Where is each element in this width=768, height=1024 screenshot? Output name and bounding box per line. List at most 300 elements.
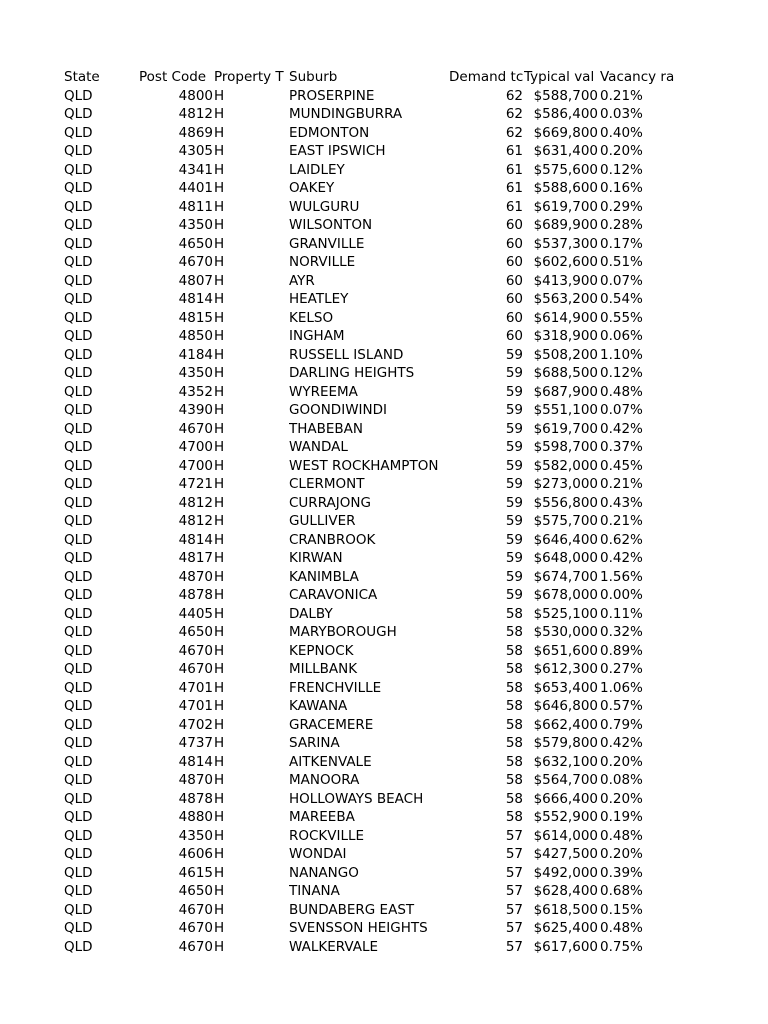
cell-post-code: 4817	[178, 550, 213, 566]
cell-suburb: PROSERPINE	[289, 87, 375, 104]
cell-demand: 59	[505, 476, 523, 492]
cell-post-code: 4812	[178, 494, 213, 511]
cell-demand: 59	[505, 568, 523, 585]
cell-demand: 58	[505, 753, 523, 770]
cell-demand: 60	[505, 235, 523, 252]
cell-state: QLD	[64, 846, 93, 862]
cell-vacancy-rate: 0.42%	[600, 550, 643, 566]
cell-typical-value: $575,700	[533, 513, 598, 529]
cell-demand: 59	[505, 383, 523, 400]
cell-suburb: EDMONTON	[289, 124, 370, 141]
cell-suburb: GOONDIWINDI	[289, 402, 387, 418]
cell-demand: 59	[505, 494, 523, 511]
cell-vacancy-rate: 0.12%	[600, 365, 643, 381]
cell-property-type: H	[214, 698, 225, 714]
cell-suburb: HEATLEY	[289, 291, 349, 307]
cell-state: QLD	[64, 679, 93, 696]
cell-suburb: CARAVONICA	[289, 587, 378, 603]
cell-state: QLD	[64, 605, 93, 622]
cell-demand: 58	[505, 661, 523, 677]
cell-vacancy-rate: 0.62%	[600, 531, 643, 548]
cell-demand: 59	[505, 550, 523, 566]
cell-post-code: 4812	[178, 106, 213, 122]
cell-typical-value: $687,900	[533, 383, 598, 400]
cell-vacancy-rate: 0.28%	[600, 217, 643, 233]
cell-property-type: H	[214, 383, 225, 400]
cell-demand: 62	[505, 124, 523, 141]
cell-post-code: 4670	[178, 661, 213, 677]
header-property-type: Property T	[214, 69, 284, 85]
cell-vacancy-rate: 0.32%	[600, 624, 643, 640]
cell-property-type: H	[214, 420, 225, 437]
cell-suburb: KEPNOCK	[289, 642, 354, 659]
cell-post-code: 4701	[178, 698, 213, 714]
cell-typical-value: $537,300	[533, 235, 598, 252]
cell-property-type: H	[214, 920, 225, 936]
cell-demand: 62	[505, 87, 523, 104]
cell-typical-value: $612,300	[533, 661, 598, 677]
cell-vacancy-rate: 0.37%	[600, 439, 643, 455]
cell-property-type: H	[214, 513, 225, 529]
cell-vacancy-rate: 0.45%	[600, 457, 643, 474]
cell-typical-value: $563,200	[533, 291, 598, 307]
cell-suburb: WONDAI	[289, 846, 347, 862]
cell-post-code: 4870	[178, 772, 213, 788]
cell-property-type: H	[214, 772, 225, 788]
cell-demand: 60	[505, 272, 523, 289]
cell-demand: 59	[505, 439, 523, 455]
cell-suburb: INGHAM	[289, 328, 345, 344]
cell-demand: 59	[505, 346, 523, 363]
cell-vacancy-rate: 0.21%	[600, 87, 643, 104]
cell-typical-value: $689,900	[533, 217, 598, 233]
cell-suburb: WEST ROCKHAMPTON	[289, 457, 439, 474]
cell-vacancy-rate: 0.11%	[600, 605, 643, 622]
cell-typical-value: $688,500	[533, 365, 598, 381]
cell-post-code: 4737	[178, 735, 213, 751]
cell-post-code: 4405	[178, 605, 213, 622]
cell-suburb: LAIDLEY	[289, 161, 345, 178]
cell-demand: 60	[505, 309, 523, 326]
cell-demand: 59	[505, 531, 523, 548]
cell-state: QLD	[64, 365, 93, 381]
cell-state: QLD	[64, 661, 93, 677]
cell-state: QLD	[64, 217, 93, 233]
cell-suburb: HOLLOWAYS BEACH	[289, 790, 424, 807]
cell-typical-value: $530,000	[533, 624, 598, 640]
cell-suburb: MANOORA	[289, 772, 360, 788]
cell-typical-value: $653,400	[533, 679, 598, 696]
cell-state: QLD	[64, 642, 93, 659]
cell-suburb: SVENSSON HEIGHTS	[289, 920, 428, 936]
cell-vacancy-rate: 0.07%	[600, 402, 643, 418]
cell-post-code: 4670	[178, 901, 213, 918]
cell-typical-value: $628,400	[533, 883, 598, 899]
cell-post-code: 4702	[178, 716, 213, 733]
cell-post-code: 4878	[178, 587, 213, 603]
cell-post-code: 4880	[178, 809, 213, 825]
cell-post-code: 4350	[178, 365, 213, 381]
cell-suburb: GRANVILLE	[289, 235, 365, 252]
cell-property-type: H	[214, 254, 225, 270]
cell-suburb: TINANA	[289, 883, 340, 899]
cell-typical-value: $413,900	[533, 272, 598, 289]
cell-state: QLD	[64, 328, 93, 344]
cell-state: QLD	[64, 161, 93, 178]
cell-post-code: 4305	[178, 143, 213, 159]
cell-suburb: CLERMONT	[289, 476, 365, 492]
cell-suburb: EAST IPSWICH	[289, 143, 386, 159]
cell-post-code: 4390	[178, 402, 213, 418]
cell-suburb: GRACEMERE	[289, 716, 374, 733]
cell-suburb: RUSSELL ISLAND	[289, 346, 404, 363]
cell-typical-value: $508,200	[533, 346, 598, 363]
cell-demand: 58	[505, 790, 523, 807]
cell-vacancy-rate: 0.29%	[600, 198, 643, 215]
cell-state: QLD	[64, 272, 93, 289]
cell-post-code: 4815	[178, 309, 213, 326]
cell-demand: 61	[505, 180, 523, 196]
cell-typical-value: $625,400	[533, 920, 598, 936]
cell-typical-value: $579,800	[533, 735, 598, 751]
cell-property-type: H	[214, 180, 225, 196]
cell-post-code: 4721	[178, 476, 213, 492]
cell-suburb: SARINA	[289, 735, 340, 751]
cell-typical-value: $678,000	[533, 587, 598, 603]
cell-property-type: H	[214, 679, 225, 696]
cell-typical-value: $575,600	[533, 161, 598, 178]
cell-state: QLD	[64, 143, 93, 159]
cell-post-code: 4615	[178, 864, 213, 881]
cell-property-type: H	[214, 753, 225, 770]
cell-typical-value: $318,900	[533, 328, 598, 344]
cell-property-type: H	[214, 272, 225, 289]
cell-demand: 60	[505, 328, 523, 344]
cell-property-type: H	[214, 309, 225, 326]
cell-state: QLD	[64, 772, 93, 788]
cell-demand: 57	[505, 846, 523, 862]
cell-property-type: H	[214, 864, 225, 881]
cell-property-type: H	[214, 624, 225, 640]
cell-property-type: H	[214, 605, 225, 622]
cell-post-code: 4869	[178, 124, 213, 141]
cell-post-code: 4401	[178, 180, 213, 196]
cell-typical-value: $564,700	[533, 772, 598, 788]
cell-vacancy-rate: 0.40%	[600, 124, 643, 141]
cell-state: QLD	[64, 568, 93, 585]
cell-state: QLD	[64, 587, 93, 603]
cell-post-code: 4814	[178, 531, 213, 548]
cell-state: QLD	[64, 420, 93, 437]
cell-typical-value: $662,400	[533, 716, 598, 733]
cell-vacancy-rate: 0.20%	[600, 790, 643, 807]
cell-vacancy-rate: 0.21%	[600, 476, 643, 492]
cell-property-type: H	[214, 402, 225, 418]
cell-property-type: H	[214, 87, 225, 104]
cell-state: QLD	[64, 901, 93, 918]
cell-state: QLD	[64, 864, 93, 881]
cell-typical-value: $427,500	[533, 846, 598, 862]
cell-post-code: 4352	[178, 383, 213, 400]
cell-demand: 59	[505, 420, 523, 437]
cell-property-type: H	[214, 235, 225, 252]
header-suburb: Suburb	[289, 69, 338, 85]
cell-demand: 58	[505, 772, 523, 788]
cell-typical-value: $582,000	[533, 457, 598, 474]
cell-vacancy-rate: 0.48%	[600, 383, 643, 400]
cell-typical-value: $618,500	[533, 901, 598, 918]
cell-vacancy-rate: 0.08%	[600, 772, 643, 788]
cell-property-type: H	[214, 661, 225, 677]
cell-state: QLD	[64, 106, 93, 122]
header-typical-value: Typical val	[524, 69, 595, 85]
cell-post-code: 4650	[178, 883, 213, 899]
cell-property-type: H	[214, 809, 225, 825]
cell-typical-value: $648,000	[533, 550, 598, 566]
cell-typical-value: $556,800	[533, 494, 598, 511]
cell-vacancy-rate: 0.19%	[600, 809, 643, 825]
cell-typical-value: $646,800	[533, 698, 598, 714]
cell-suburb: DALBY	[289, 605, 333, 622]
cell-typical-value: $598,700	[533, 439, 598, 455]
cell-post-code: 4184	[178, 346, 213, 363]
cell-suburb: WYREEMA	[289, 383, 358, 400]
cell-property-type: H	[214, 457, 225, 474]
cell-demand: 57	[505, 864, 523, 881]
cell-suburb: NANANGO	[289, 864, 359, 881]
cell-property-type: H	[214, 439, 225, 455]
cell-post-code: 4670	[178, 642, 213, 659]
cell-state: QLD	[64, 124, 93, 141]
cell-demand: 61	[505, 198, 523, 215]
cell-post-code: 4700	[178, 439, 213, 455]
cell-suburb: GULLIVER	[289, 513, 356, 529]
cell-property-type: H	[214, 531, 225, 548]
cell-state: QLD	[64, 383, 93, 400]
cell-demand: 57	[505, 901, 523, 918]
cell-state: QLD	[64, 291, 93, 307]
cell-vacancy-rate: 0.15%	[600, 901, 643, 918]
cell-typical-value: $273,000	[533, 476, 598, 492]
cell-vacancy-rate: 0.06%	[600, 328, 643, 344]
cell-vacancy-rate: 0.75%	[600, 938, 643, 955]
cell-typical-value: $619,700	[533, 420, 598, 437]
cell-state: QLD	[64, 494, 93, 511]
cell-suburb: WULGURU	[289, 198, 360, 215]
cell-demand: 58	[505, 809, 523, 825]
cell-post-code: 4670	[178, 254, 213, 270]
cell-post-code: 4700	[178, 457, 213, 474]
cell-typical-value: $669,800	[533, 124, 598, 141]
cell-vacancy-rate: 0.89%	[600, 642, 643, 659]
cell-property-type: H	[214, 291, 225, 307]
cell-suburb: WILSONTON	[289, 217, 373, 233]
cell-demand: 61	[505, 161, 523, 178]
cell-suburb: AITKENVALE	[289, 753, 372, 770]
cell-post-code: 4800	[178, 87, 213, 104]
cell-post-code: 4811	[178, 198, 213, 215]
cell-typical-value: $525,100	[533, 605, 598, 622]
cell-post-code: 4878	[178, 790, 213, 807]
cell-post-code: 4341	[178, 161, 213, 178]
cell-state: QLD	[64, 920, 93, 936]
cell-post-code: 4850	[178, 328, 213, 344]
cell-vacancy-rate: 0.57%	[600, 698, 643, 714]
cell-suburb: KIRWAN	[289, 550, 343, 566]
cell-state: QLD	[64, 235, 93, 252]
cell-demand: 60	[505, 217, 523, 233]
cell-property-type: H	[214, 346, 225, 363]
cell-suburb: BUNDABERG EAST	[289, 901, 415, 918]
cell-vacancy-rate: 0.42%	[600, 420, 643, 437]
cell-typical-value: $588,700	[533, 87, 598, 104]
cell-state: QLD	[64, 476, 93, 492]
cell-state: QLD	[64, 87, 93, 104]
cell-property-type: H	[214, 568, 225, 585]
cell-property-type: H	[214, 365, 225, 381]
cell-property-type: H	[214, 198, 225, 215]
cell-state: QLD	[64, 753, 93, 770]
cell-state: QLD	[64, 180, 93, 196]
cell-vacancy-rate: 0.54%	[600, 291, 643, 307]
cell-vacancy-rate: 1.06%	[600, 679, 643, 696]
cell-property-type: H	[214, 143, 225, 159]
cell-vacancy-rate: 0.03%	[600, 106, 643, 122]
cell-post-code: 4670	[178, 920, 213, 936]
header-vacancy-rate: Vacancy ra	[600, 69, 674, 85]
cell-state: QLD	[64, 346, 93, 363]
cell-property-type: H	[214, 846, 225, 862]
cell-state: QLD	[64, 550, 93, 566]
cell-demand: 58	[505, 735, 523, 751]
cell-post-code: 4814	[178, 291, 213, 307]
cell-post-code: 4350	[178, 827, 213, 844]
cell-property-type: H	[214, 938, 225, 955]
cell-suburb: WANDAL	[289, 439, 348, 455]
cell-demand: 59	[505, 513, 523, 529]
cell-state: QLD	[64, 309, 93, 326]
cell-vacancy-rate: 0.43%	[600, 494, 643, 511]
cell-demand: 58	[505, 624, 523, 640]
cell-post-code: 4701	[178, 679, 213, 696]
cell-state: QLD	[64, 735, 93, 751]
cell-suburb: DARLING HEIGHTS	[289, 365, 415, 381]
cell-state: QLD	[64, 790, 93, 807]
cell-suburb: FRENCHVILLE	[289, 679, 382, 696]
cell-property-type: H	[214, 161, 225, 178]
cell-typical-value: $631,400	[533, 143, 598, 159]
cell-property-type: H	[214, 827, 225, 844]
cell-typical-value: $586,400	[533, 106, 598, 122]
cell-property-type: H	[214, 642, 225, 659]
cell-demand: 59	[505, 402, 523, 418]
cell-vacancy-rate: 0.39%	[600, 864, 643, 881]
cell-vacancy-rate: 0.07%	[600, 272, 643, 289]
cell-vacancy-rate: 1.10%	[600, 346, 643, 363]
cell-demand: 61	[505, 143, 523, 159]
cell-suburb: MUNDINGBURRA	[289, 106, 403, 122]
cell-suburb: OAKEY	[289, 180, 335, 196]
cell-vacancy-rate: 0.27%	[600, 661, 643, 677]
cell-post-code: 4814	[178, 753, 213, 770]
cell-demand: 57	[505, 938, 523, 955]
cell-vacancy-rate: 0.12%	[600, 161, 643, 178]
cell-demand: 60	[505, 254, 523, 270]
cell-post-code: 4606	[178, 846, 213, 862]
cell-state: QLD	[64, 402, 93, 418]
cell-typical-value: $617,600	[533, 938, 598, 955]
header-state: State	[64, 69, 100, 85]
cell-post-code: 4807	[178, 272, 213, 289]
cell-post-code: 4670	[178, 420, 213, 437]
cell-typical-value: $646,400	[533, 531, 598, 548]
cell-state: QLD	[64, 883, 93, 899]
cell-state: QLD	[64, 809, 93, 825]
cell-typical-value: $666,400	[533, 790, 598, 807]
cell-demand: 59	[505, 457, 523, 474]
cell-post-code: 4670	[178, 938, 213, 955]
cell-vacancy-rate: 0.48%	[600, 920, 643, 936]
cell-typical-value: $614,900	[533, 309, 598, 326]
cell-state: QLD	[64, 254, 93, 270]
cell-property-type: H	[214, 716, 225, 733]
cell-vacancy-rate: 0.48%	[600, 827, 643, 844]
cell-property-type: H	[214, 790, 225, 807]
cell-vacancy-rate: 0.42%	[600, 735, 643, 751]
cell-suburb: WALKERVALE	[289, 938, 379, 955]
cell-demand: 59	[505, 365, 523, 381]
cell-property-type: H	[214, 217, 225, 233]
cell-vacancy-rate: 1.56%	[600, 568, 643, 585]
cell-suburb: KELSO	[289, 309, 334, 326]
cell-property-type: H	[214, 328, 225, 344]
cell-post-code: 4650	[178, 235, 213, 252]
cell-vacancy-rate: 0.00%	[600, 587, 643, 603]
cell-typical-value: $632,100	[533, 753, 598, 770]
cell-state: QLD	[64, 513, 93, 529]
cell-state: QLD	[64, 624, 93, 640]
cell-demand: 58	[505, 605, 523, 622]
cell-typical-value: $552,900	[533, 809, 598, 825]
cell-suburb: THABEBAN	[289, 420, 364, 437]
cell-state: QLD	[64, 439, 93, 455]
header-demand: Demand tc	[449, 69, 523, 85]
cell-demand: 58	[505, 679, 523, 696]
cell-typical-value: $674,700	[533, 568, 598, 585]
cell-vacancy-rate: 0.55%	[600, 309, 643, 326]
cell-vacancy-rate: 0.79%	[600, 716, 643, 733]
cell-typical-value: $588,600	[533, 180, 598, 196]
cell-post-code: 4350	[178, 217, 213, 233]
cell-typical-value: $651,600	[533, 642, 598, 659]
cell-suburb: ROCKVILLE	[289, 827, 365, 844]
cell-suburb: KANIMBLA	[289, 568, 359, 585]
cell-vacancy-rate: 0.17%	[600, 235, 643, 252]
cell-property-type: H	[214, 124, 225, 141]
cell-post-code: 4870	[178, 568, 213, 585]
cell-vacancy-rate: 0.20%	[600, 846, 643, 862]
cell-demand: 58	[505, 642, 523, 659]
cell-demand: 57	[505, 920, 523, 936]
cell-suburb: AYR	[289, 272, 315, 289]
cell-typical-value: $551,100	[533, 402, 598, 418]
cell-typical-value: $619,700	[533, 198, 598, 215]
cell-suburb: MILLBANK	[289, 661, 358, 677]
cell-property-type: H	[214, 106, 225, 122]
cell-demand: 59	[505, 587, 523, 603]
cell-state: QLD	[64, 827, 93, 844]
cell-suburb: MARYBOROUGH	[289, 624, 397, 640]
